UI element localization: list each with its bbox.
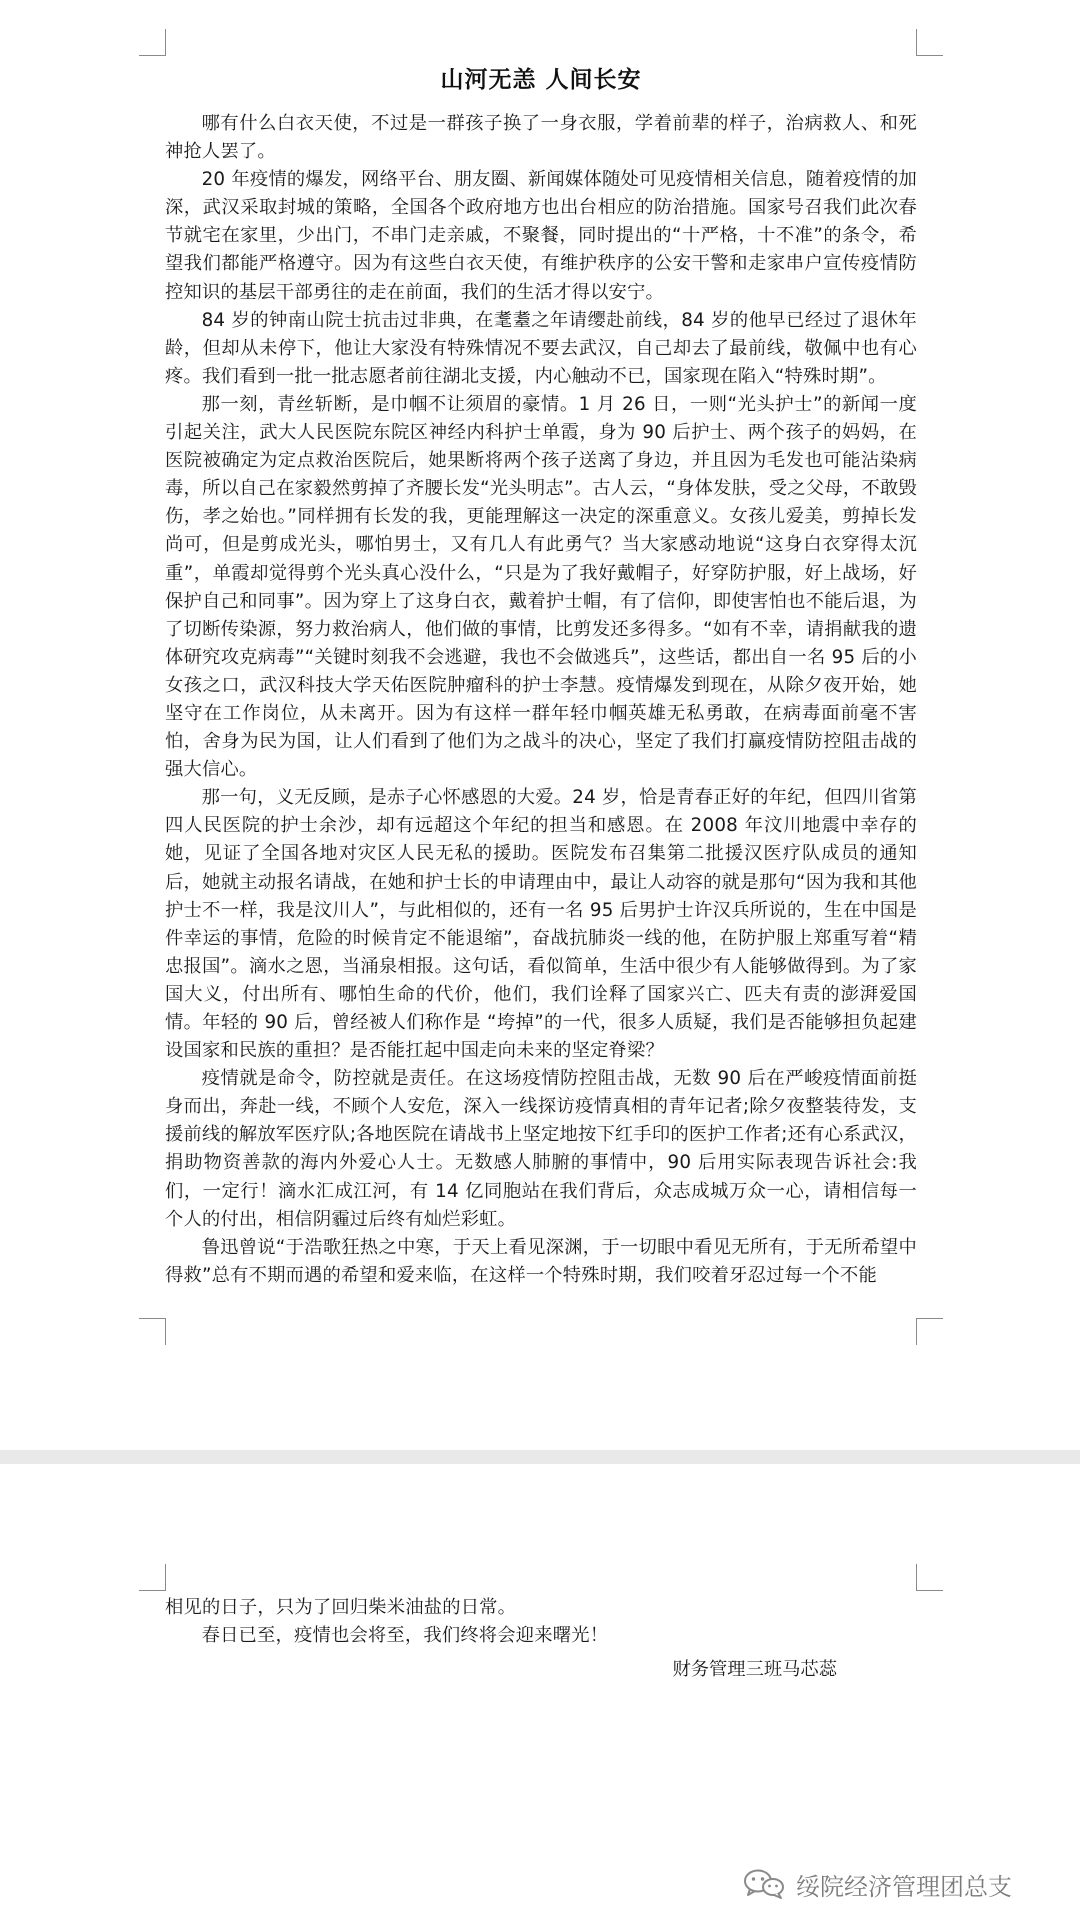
crop-mark-bottom-right — [916, 1318, 943, 1345]
crop-mark-top-left-p2 — [139, 1564, 166, 1591]
watermark-text: 绥院经济管理团总支 — [796, 1872, 1012, 1901]
author-signature: 财务管理三班马芯蕊 — [672, 1659, 837, 1681]
paragraph-5: 那一句，义无反顾，是赤子心怀感恩的大爱。24 岁，恰是青春正好的年纪，但四川省第四人民医院的护士余沙，却有远超这个年纪的担当和感恩。在 2008 年汶川地震中幸存的她，见证了全国各地对灾区人民无私的援助。医院发布召集第二批援汉医疗队成员的通知后，她就主动报名请战，在她和护士长的申请理由中，最让人动容的就是那句“因为我和其他护士不一样，我是汶川人”，与此相似的，还有一名 95 后男护士许汉兵所说的，生在中国是件幸运的事情，危险的时候肯定不能退缩”，奋战抗肺炎一线的他，在防护服上郑重写着“精忠报国”。滴水之恩，当涌泉相报。这句话，看似简单，生活中很少有人能够做得到。为了家国大义，付出所有、哪怕生命的代价，他们，我们诠释了国家兴亡、匹夫有责的澎湃爱国情。年轻的 90 后，曾经被人们称作是 “垮掉”的一代，很多人质疑，我们是否能够担负起建设国家和民族的重担？是否能扛起中国走向未来的坚定脊梁？ — [165, 787, 917, 1062]
paragraph-closing: 春日已至，疫情也会将至，我们终将会迎来曙光！ — [201, 1625, 609, 1647]
paragraph-4: 那一刻，青丝斩断，是巾帼不让须眉的豪情。1 月 26 日，一则“光头护士”的新闻一度引起关注，武大人民医院东院区神经内科护士单霞，身为 90 后护士、两个孩子的妈妈，在医院被确定为定点救治医院后，她果断将两个孩子送离了身边，并且因为毛发也可能沾染病毒，所以自己在家毅然剪掉了齐腰长发“光头明志”。古人云，“身体发肤，受之父母，不敢毁伤，孝之始也。”同样拥有长发的我，更能理解这一决定的深重意义。女孩儿爱美，剪掉长发尚可，但是剪成光头，哪怕男士，又有几人有此勇气？当大家感动地说“这身白衣穿得太沉重”，单霞却觉得剪个光头真心没什么，“只是为了我好戴帽子，好穿防护服，好上战场，好保护自己和同事”。因为穿上了这身白衣，戴着护士帽，有了信仰，即使害怕也不能后退，为了切断传染源，努力救治病人，他们做的事情，比剪发还多得多。“如有不幸，请捐献我的遗体研究攻克病毒”“关键时刻我不会逃避，我也不会做逃兵”，这些话，都出自一名 95 后的小女孩之口，武汉科技大学天佑医院肿瘤科的护士李慧。疫情爆发到现在，从除夕夜开始，她坚守在工作岗位，从未离开。因为有这样一群年轻巾帼英雄无私勇敢，在病毒面前毫不害怕，舍身为民为国，让人们看到了他们为之战斗的决心，坚定了我们打赢疫情防控阻击战的强大信心。 — [165, 393, 917, 781]
page-title: 山河无恙 人间长安 — [440, 67, 642, 93]
watermark — [742, 1868, 1012, 1900]
paragraph-3: 84 岁的钟南山院士抗击过非典，在耄耋之年请缨赴前线，84 岁的他早已经过了退休年龄，但却从未停下，他让大家没有特殊情况不要去武汉，自己却去了最前线，敬佩中也有心疼。我们看到一批一批志愿者前往湖北支援，内心触动不已，国家现在陷入“特殊时期”。 — [165, 309, 917, 387]
paragraph-continuation: 相见的日子，只为了回归柴米油盐的日常。 — [165, 1597, 517, 1618]
document-page-2 — [0, 1464, 1080, 1920]
paragraph-2: 20 年疫情的爆发，网络平台、朋友圈、新闻媒体随处可见疫情相关信息，随着疫情的加深，武汉采取封城的策略，全国各个政府地方也出台相应的防治措施。国家号召我们此次春节就宅在家里，少出门，不串门走亲戚，不聚餐，同时提出的“十严格，十不准”的条令，希望我们都能严格遵守。因为有这些白衣天使，有维护秩序的公安干警和走家串户宣传疫情防控知识的基层干部勇往的走在前面，我们的生活才得以安宁。 — [165, 169, 917, 303]
paragraph-7: 鲁迅曾说“于浩歌狂热之中寒，于天上看见深渊，于一切眼中看见无所有，于无所希望中得救”总有不期而遇的希望和爱来临，在这样一个特殊时期，我们咬着牙忍过每一个不能 — [165, 1236, 917, 1286]
crop-mark-top-left — [139, 29, 166, 56]
body-text-page-2 — [165, 1594, 917, 1684]
page-separator — [0, 1450, 1080, 1464]
body-text-page-1 — [165, 110, 917, 1290]
paragraph-1: 哪有什么白衣天使，不过是一群孩子换了一身衣服，学着前辈的样子，治病救人、和死神抢人罢了。 — [165, 113, 917, 163]
paragraph-6: 疫情就是命令，防控就是责任。在这场疫情防控阻击战，无数 90 后在严峻疫情面前挺身而出，奔赴一线，不顾个人安危，深入一线探访疫情真相的青年记者;除夕夜整装待发，支援前线的解放军医疗队;各地医院在请战书上坚定地按下红手印的医护工作者;还有心系武汉，捐助物资善款的海内外爱心人士。无数感人肺腑的事情中，90 后用实际表现告诉社会:我们，一定行！滴水汇成江河，有 14 亿同胞站在我们背后，众志成城万众一心，请相信每一个人的付出，相信阴霾过后终有灿烂彩虹。 — [165, 1068, 917, 1230]
crop-mark-top-right-p2 — [916, 1564, 943, 1591]
crop-mark-top-right — [916, 29, 943, 56]
wechat-logo-icon — [742, 1868, 786, 1900]
crop-mark-bottom-left — [139, 1318, 166, 1345]
